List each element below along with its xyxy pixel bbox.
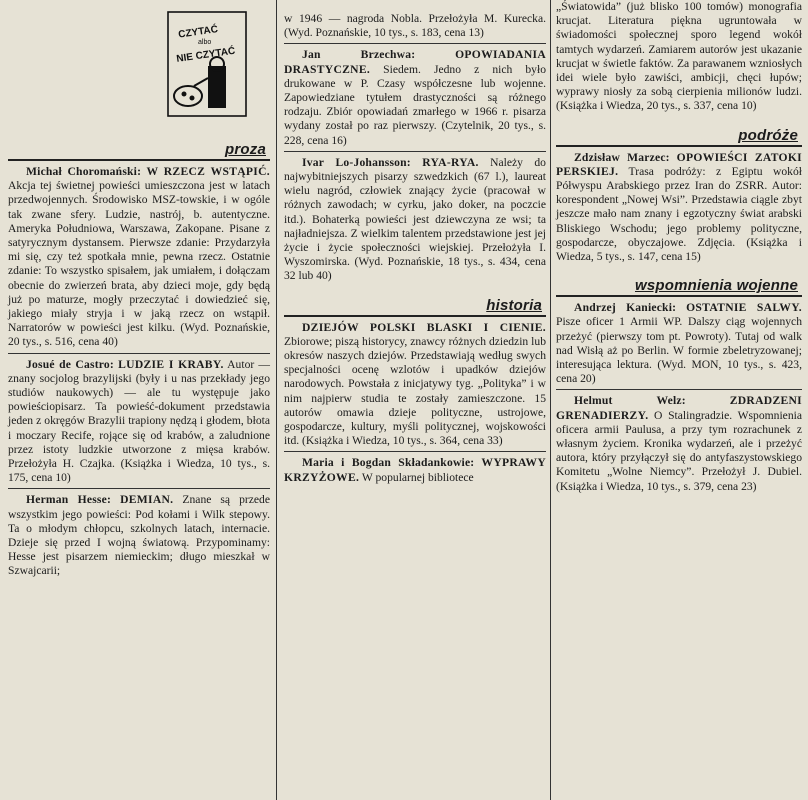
- review-castro: [8, 358, 270, 490]
- column-rule: [550, 0, 551, 800]
- review-kaniecki: [556, 301, 802, 390]
- column-2: [284, 0, 546, 800]
- header-art: [8, 0, 270, 135]
- section-label: historia: [486, 296, 542, 314]
- reading-figure-icon: [164, 8, 250, 120]
- logo-line-3: NIE CZYTAĆ: [175, 45, 236, 65]
- review-welz: [556, 394, 802, 496]
- review-title: W RZECZ WSTĄPIĆ.: [146, 165, 270, 178]
- review-hesse-continued: w 1946 — nagroda Nobla. Przełożyła M. Kurecka. (Wyd. Poznańskie, 10 tys., s. 183, cena 13): [284, 12, 546, 44]
- review-body: W popularnej bibliotece: [359, 470, 474, 484]
- column-3: [556, 0, 802, 800]
- column-rule: [276, 0, 277, 800]
- review-body: Pisze oficer 1 Armii WP. Dalszy ciąg wojennych przeżyć (pierwszy tom pt. Powroty). Tutaj od walk nad Wisłą aż po Berlin. W formie zbeletryzowanej; interesująca lektura. (Wyd. MON, 10 tys., s. 423, cena 20): [556, 315, 802, 386]
- review-author: Herman Hesse:: [26, 493, 112, 507]
- section-label: podróże: [738, 126, 798, 144]
- section-header-historia: [284, 291, 546, 317]
- review-author: Michał Choromański:: [26, 165, 142, 178]
- review-body: Siedem. Jedno z nich było drukowane w P. Czasy współczesne lub wojenne. Zapowiedziane tytułem drastyczności są różnego rodzaju. Zbiór opowiadań zmarłego w 1966 r. pisarza wydany został po raz pierwszy. (Czytelnik, 20 tys., s. 228, cena 16): [284, 62, 546, 147]
- review-krucjaty-continued: „Światowida” (już blisko 100 tomów) monografia krucjat. Literatura piękna ugruntowała w świadomości społecznej sporo legend wokół tamtych wydarzeń. Zamiarem autorów jest ukazanie krucjat w świetle faktów. Za parawanem wzniosłych idei wiele było zawiści, ambicji, chęci łupów; wyprawy niosły za sobą cierpienia milionów ludzi. (Książka i Wiedza, 20 tys., s. 337, cena 10): [556, 0, 802, 113]
- review-title: ZDRADZENI GRENADIERZY.: [556, 394, 802, 422]
- review-title: WYPRAWY KRZYŻOWE.: [284, 456, 546, 484]
- review-body: Autor — znany socjolog brazylijski (były i u nas przekłady jego studiów naukowych) — ale tu występuje jako powieściopisarz. Ta powieść-dokument przedstawia jeden z okręgów Brazylii trapiony nędzą i głodem, błota i moczary Recife, rojące się od krabów, a zaludnione przez istoty ludzkie utworzone z mięsa krabów. Przełożyła H. Czajka. (Książka i Wiedza, 10 tys., s. 175, cena 10): [8, 357, 270, 485]
- review-author: Jan Brzechwa:: [302, 48, 416, 62]
- review-title: OPOWIEŚCI ZATOKI PERSKIEJ.: [556, 150, 802, 178]
- review-marzec: [556, 151, 802, 268]
- review-title: DEMIAN.: [120, 493, 174, 507]
- review-body: Akcja tej świetnej powieści umieszczona jest w latach przedwojennych. Środowisko MSZ-towskie, i w ogóle tak zwane sfery. Ludzie, nastrój, b. autentyczne. Ameryka Południowa, Warszawa, Zakopane. Pisane z satyrycznym dystansem. Pierwsze zdanie: Przydarzyła mi się, czy też spotkała mnie, pewna rzecz. Ostatnie zdanie: To wszystko spisałem, jak umiałem, i dołączam obecnie do zwierzeń brata, aby dzieci moje, gdy będą już po maturze, mogły przeczytać i dowiedzieć się, jakiego miały stryja i w jaką rzecz on wstąpił. Narratorów w powieści jest kilku. (Wyd. Poznańskie, 20 tys., s. 516, cena 40): [8, 179, 270, 349]
- logo-line-1: CZYTAĆ: [177, 24, 219, 41]
- review-body: O Stalingradzie. Wspomnienia oficera armii Paulusa, a przy tym rozrachunek z własnym życiem. Kronika wydarzeń, ale i przeżyć autora, który przyłączył się do antyfaszystowskiego Komitetu „Wolne Niemcy”. Przełożył J. Dubiel. (Książka i Wiedza, 10 tys., s. 379, cena 23): [556, 408, 802, 493]
- section-label: proza: [224, 141, 266, 158]
- review-author: Ivar Lo-Johansson:: [302, 155, 411, 169]
- logo-line-2: albo: [198, 39, 212, 46]
- review-choromanski: [8, 165, 270, 354]
- review-body: Trasa podróży: z Egiptu wokół Półwyspu Arabskiego przez Iran do ZSRR. Autor: korespondent „Nowej Wsi”. Przedstawia ciągle zbyt jeszcze mało nam znany i egzotyczny świat arabski Bliskiego Wschodu; jego problemy polityczne, gospodarcze, obyczajowe. Zdjęcia. (Książka i Wiedza, 5 tys., s. 147, cena 15): [556, 164, 802, 264]
- review-author: Helmut Welz:: [574, 394, 686, 408]
- review-body: Znane są przede wszystkim jego powieści: Pod kołami i Wilk stepowy. Ta o młodym chłopcu, szkolnych latach, internacie. Dzieje się przed I wojną światową. Przypominamy: Hesse jest pisarzem niemieckim; długo mieszkał w Szwajcarii;: [8, 493, 270, 578]
- review-author: Zdzisław Marzec:: [574, 150, 670, 164]
- review-body: Zbiorowe; piszą historycy, znawcy różnych dziedzin lub okresów naszych dziejów. Przedstawiają według swych specjalności ocenę wzlotów i upadków dziejów narodowych. Powstała z inicjatywy tyg. „Polityka” i w nim najpierw studia te zostały zamieszczone. 15 autorów omawia dzieje polityczne, ustrojowe, gospodarcze, kultury, myśli politycznej, wojskowości itd. (Książka i Wiedza, 10 tys., s. 364, cena 33): [284, 334, 546, 448]
- review-author: Josué de Castro:: [26, 357, 114, 371]
- review-dzieje-polski: [284, 321, 546, 453]
- review-hesse: [8, 493, 270, 581]
- review-title: OPOWIADANIA DRASTYCZNE.: [284, 48, 546, 76]
- review-body: Należy do najwybitniejszych pisarzy szwedzkich (67 l.), laureat wielu nagród, człowiek znający życie (pracował w różnych zawodach; w cyrku, jako doker, na poczcie itd.). Bohaterką powieści jest dziewczyna ze wsi; ta najładniejsza. Z wielkim talentem przedstawione jest jej życie i życie społeczności wiejskiej. Przełożyła I. Wyszomirska. (Wyd. Poznańskie, 18 tys., s. 434, cena 32 lub 40): [284, 155, 546, 283]
- review-author: Andrzej Kaniecki:: [574, 301, 677, 315]
- review-skladankowie: [284, 456, 546, 487]
- reading-logo-illustration: [164, 8, 250, 120]
- review-johansson: [284, 156, 546, 287]
- review-title: LUDZIE I KRABY.: [118, 357, 224, 371]
- review-title: RYA-RYA.: [422, 155, 479, 169]
- review-title: DZIEJÓW POLSKI BLASKI I CIENIE.: [302, 320, 546, 334]
- column-1: [8, 0, 270, 800]
- section-header-wspomnienia: [556, 271, 802, 297]
- section-label: wspomnienia wojenne: [635, 277, 798, 295]
- section-header-proza: [8, 135, 270, 161]
- section-header-podroze: [556, 121, 802, 147]
- review-title: OSTATNIE SALWY.: [686, 301, 803, 315]
- review-brzechwa: [284, 48, 546, 151]
- review-author: Maria i Bogdan Składankowie:: [302, 456, 475, 470]
